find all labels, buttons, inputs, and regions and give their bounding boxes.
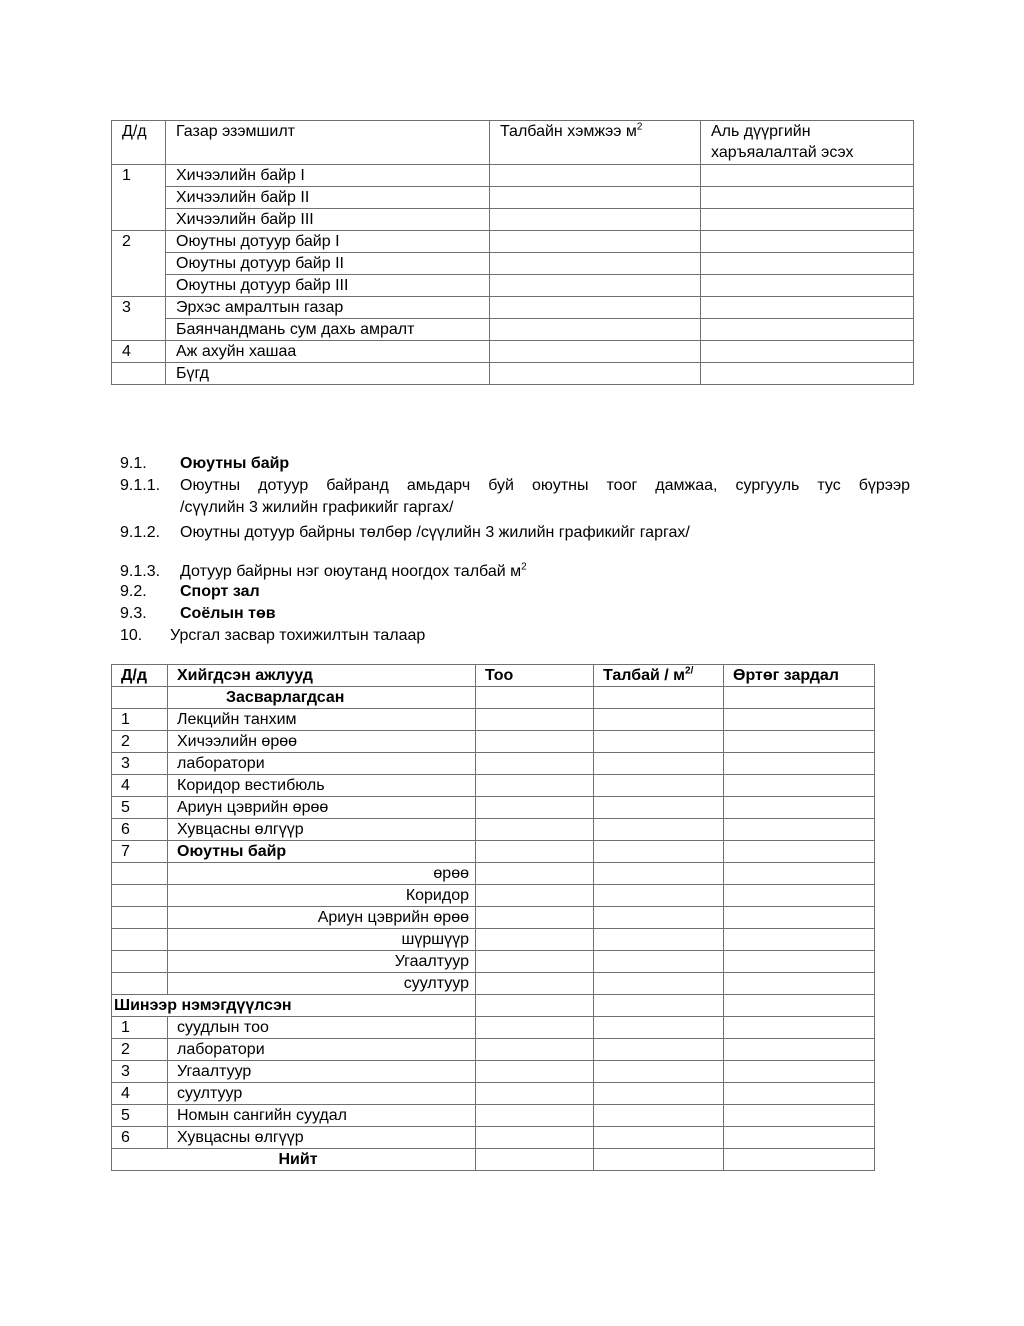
cell-num: 6: [112, 1127, 168, 1149]
cell-count: [476, 1017, 594, 1039]
cell-name: Оюутны дотуур байр I: [166, 231, 490, 253]
header-cell: Хийгдсэн ажлууд: [168, 665, 476, 687]
cell-num: 1: [112, 165, 166, 187]
cell-work: Ариун цэврийн өрөө: [168, 797, 476, 819]
cell-num: [112, 907, 168, 929]
table-row: [112, 1039, 875, 1061]
sub-row: [112, 973, 875, 995]
cell-area: [594, 907, 724, 929]
section-number: 9.2.: [120, 583, 147, 600]
cell-name: Баянчандмань сум дахь амралт: [166, 319, 490, 341]
cell-count: [476, 819, 594, 841]
cell-area: [594, 1127, 724, 1149]
cell-cost: [724, 1083, 875, 1105]
cell-num: [112, 363, 166, 385]
section-number: 10.: [120, 627, 143, 644]
table-row: [112, 187, 914, 209]
table-row: [112, 209, 914, 231]
cell-district: [701, 341, 914, 363]
table-row: [112, 1127, 875, 1149]
cell-area: [594, 1061, 724, 1083]
cell-num: [112, 253, 166, 275]
cell-cost: [724, 687, 875, 709]
cell-work: суултуур: [168, 1083, 476, 1105]
cell-num: [112, 187, 166, 209]
cell-area: [594, 995, 724, 1017]
cell-work: Угаалтуур: [168, 1061, 476, 1083]
table-row: [112, 253, 914, 275]
table-row: [112, 165, 914, 187]
header-cell: [594, 665, 724, 687]
group-title: Засварлагдсан: [168, 687, 476, 709]
cell-cost: [724, 775, 875, 797]
cell-cost: [724, 1127, 875, 1149]
superscript: 2: [636, 121, 643, 133]
cell-num: [112, 319, 166, 341]
cell-sub-work: Угаалтуур: [168, 951, 476, 973]
cell-cost: [724, 819, 875, 841]
table-row: [112, 319, 914, 341]
cell-sub-work: өрөө: [168, 863, 476, 885]
cell-work: Хувцасны өлгүүр: [168, 1127, 476, 1149]
cell-name: Хичээлийн байр III: [166, 209, 490, 231]
cell-work: Хичээлийн өрөө: [168, 731, 476, 753]
cell-area: [490, 253, 701, 275]
cell-sub-work: Ариун цэврийн өрөө: [168, 907, 476, 929]
table-row: [112, 775, 875, 797]
cell-area: [594, 951, 724, 973]
cell-num: 5: [112, 797, 168, 819]
cell-area: [594, 885, 724, 907]
cell-count: [476, 687, 594, 709]
cell-work: суудлын тоо: [168, 1017, 476, 1039]
cell-name: Оюутны дотуур байр III: [166, 275, 490, 297]
section-number: 9.1.3.: [120, 563, 161, 580]
total-row: [112, 1149, 875, 1171]
cell-work: Хувцасны өлгүүр: [168, 819, 476, 841]
cell-count: [476, 709, 594, 731]
sub-row: [112, 863, 875, 885]
cell-area: [594, 709, 724, 731]
cell-num: 3: [112, 753, 168, 775]
cell-count: [476, 731, 594, 753]
cell-num: [112, 687, 168, 709]
cell-district: [701, 253, 914, 275]
total-label: Нийт: [112, 1149, 476, 1171]
cell-count: [476, 797, 594, 819]
cell-cost: [724, 995, 875, 1017]
table-row: [112, 341, 914, 363]
cell-num: 4: [112, 775, 168, 797]
header-text: Талбайн хэмжээ м: [500, 123, 637, 140]
table-row: [112, 231, 914, 253]
table-row: [112, 819, 875, 841]
cell-area: [594, 819, 724, 841]
section-9-3: [120, 603, 910, 625]
section-number: 9.1.1.: [120, 477, 161, 494]
sub-row: [112, 907, 875, 929]
cell-area: [594, 1105, 724, 1127]
cell-num: 7: [112, 841, 168, 863]
cell-area: [490, 341, 701, 363]
cell-area: [594, 1039, 724, 1061]
cell-num: 2: [112, 1039, 168, 1061]
cell-cost: [724, 929, 875, 951]
cell-cost: [724, 841, 875, 863]
cell-area: [594, 731, 724, 753]
cell-count: [476, 1149, 594, 1171]
section-9-1-1: [120, 475, 910, 519]
cell-cost: [724, 973, 875, 995]
table-row: [112, 753, 875, 775]
sub-row: [112, 885, 875, 907]
cell-work: Оюутны байр: [168, 841, 476, 863]
cell-work: лаборатори: [168, 1039, 476, 1061]
cell-area: [594, 797, 724, 819]
cell-num: 1: [112, 1017, 168, 1039]
header-text: Талбай / м: [603, 667, 686, 684]
section-title: Оюутны байр: [180, 455, 290, 472]
header-cell: Д/д: [112, 121, 166, 165]
cell-district: [701, 165, 914, 187]
cell-work: Коридор вестибюль: [168, 775, 476, 797]
cell-area: [594, 753, 724, 775]
cell-num: 3: [112, 1061, 168, 1083]
group-row: [112, 687, 875, 709]
superscript: 2/: [685, 665, 694, 677]
header-cell: Газар эзэмшилт: [166, 121, 490, 165]
cell-sub-work: Коридор: [168, 885, 476, 907]
cell-area: [490, 363, 701, 385]
cell-district: [701, 319, 914, 341]
cell-work: Лекцийн танхим: [168, 709, 476, 731]
table-row: [112, 297, 914, 319]
cell-count: [476, 1083, 594, 1105]
header-cell: Өртөг зардал: [724, 665, 875, 687]
section-text: Дотуур байрны нэг оюутанд ноогдох талбай м: [180, 563, 522, 580]
table-header-row: [112, 665, 875, 687]
cell-district: [701, 363, 914, 385]
cell-count: [476, 753, 594, 775]
cell-work: лаборатори: [168, 753, 476, 775]
section-title: Урсгал засвар тохижилтын талаар: [170, 627, 426, 644]
table-row: [112, 1017, 875, 1039]
cell-sub-work: суултуур: [168, 973, 476, 995]
table-header-row: [112, 121, 914, 165]
section-9-1-2: [120, 522, 910, 544]
table-row: [112, 275, 914, 297]
cell-sub-work: шүршүүр: [168, 929, 476, 951]
header-cell: Тоо: [476, 665, 594, 687]
section-title: Соёлын төв: [180, 605, 276, 622]
cell-count: [476, 929, 594, 951]
section-text: /сүүлийн 3 жилийн графикийг гаргах/: [180, 499, 454, 516]
header-text: Аль дүүргийн: [711, 123, 811, 140]
table-row: [112, 1061, 875, 1083]
cell-cost: [724, 863, 875, 885]
cell-num: 3: [112, 297, 166, 319]
cell-count: [476, 995, 594, 1017]
cell-name: Эрхэс амралтын газар: [166, 297, 490, 319]
superscript: 2: [521, 561, 527, 573]
cell-num: [112, 209, 166, 231]
cell-num: 6: [112, 819, 168, 841]
cell-count: [476, 1061, 594, 1083]
cell-cost: [724, 885, 875, 907]
header-cell: [490, 121, 701, 165]
cell-area: [490, 231, 701, 253]
section-10: [120, 625, 910, 647]
section-text: Оюутны дотуур байрны төлбөр /сүүлийн 3 жилийн графикийг гаргах/: [180, 524, 690, 541]
cell-count: [476, 841, 594, 863]
land-ownership-table: [111, 120, 914, 385]
cell-work: Номын сангийн суудал: [168, 1105, 476, 1127]
cell-area: [594, 841, 724, 863]
cell-num: [112, 885, 168, 907]
section-9-1-3: [120, 561, 910, 583]
table-row: [112, 709, 875, 731]
cell-name: Аж ахуйн хашаа: [166, 341, 490, 363]
cell-num: 2: [112, 231, 166, 253]
section-text: Оюутны дотуур байранд амьдарч буй оюутны тоог дамжаа, сургууль тус бүрээр: [180, 477, 910, 494]
cell-cost: [724, 1061, 875, 1083]
section-line: [120, 475, 910, 497]
cell-count: [476, 1127, 594, 1149]
cell-num: 4: [112, 1083, 168, 1105]
cell-num: [112, 951, 168, 973]
cell-count: [476, 863, 594, 885]
cell-name: Хичээлийн байр I: [166, 165, 490, 187]
cell-num: 4: [112, 341, 166, 363]
cell-district: [701, 231, 914, 253]
cell-district: [701, 187, 914, 209]
cell-cost: [724, 1039, 875, 1061]
cell-area: [490, 297, 701, 319]
header-cell: Д/д: [112, 665, 168, 687]
cell-area: [490, 319, 701, 341]
cell-cost: [724, 1105, 875, 1127]
cell-cost: [724, 907, 875, 929]
cell-num: 2: [112, 731, 168, 753]
table-row: [112, 731, 875, 753]
section-number: 9.1.2.: [120, 524, 161, 541]
cell-num: 5: [112, 1105, 168, 1127]
sub-row: [112, 929, 875, 951]
header-cell: [701, 121, 914, 165]
cell-district: [701, 297, 914, 319]
cell-area: [594, 775, 724, 797]
cell-name: Бүгд: [166, 363, 490, 385]
cell-district: [701, 275, 914, 297]
header-text: харъяалалтай эсэх: [711, 144, 854, 161]
cell-cost: [724, 1017, 875, 1039]
cell-count: [476, 951, 594, 973]
cell-cost: [724, 753, 875, 775]
cell-cost: [724, 731, 875, 753]
cell-num: 1: [112, 709, 168, 731]
cell-cost: [724, 951, 875, 973]
cell-area: [490, 187, 701, 209]
cell-area: [594, 929, 724, 951]
table-row: [112, 841, 875, 863]
cell-count: [476, 1105, 594, 1127]
cell-cost: [724, 709, 875, 731]
group-row: [112, 995, 875, 1017]
cell-area: [490, 275, 701, 297]
cell-area: [594, 687, 724, 709]
cell-area: [594, 863, 724, 885]
cell-cost: [724, 797, 875, 819]
cell-count: [476, 973, 594, 995]
table-row: [112, 797, 875, 819]
section-number: 9.1.: [120, 455, 147, 472]
cell-cost: [724, 1149, 875, 1171]
table-row: [112, 363, 914, 385]
table-row: [112, 1105, 875, 1127]
maintenance-table: [111, 664, 875, 1171]
group-title: Шинээр нэмэгдүүлсэн: [112, 995, 476, 1017]
cell-area: [594, 1017, 724, 1039]
cell-num: [112, 275, 166, 297]
table-row: [112, 1083, 875, 1105]
sub-row: [112, 951, 875, 973]
cell-district: [701, 209, 914, 231]
cell-area: [594, 1083, 724, 1105]
section-9-1: [120, 453, 910, 475]
cell-count: [476, 775, 594, 797]
cell-area: [594, 1149, 724, 1171]
cell-count: [476, 907, 594, 929]
section-9-2: [120, 581, 910, 603]
section-title: Спорт зал: [180, 583, 260, 600]
cell-area: [490, 209, 701, 231]
cell-num: [112, 863, 168, 885]
cell-num: [112, 929, 168, 951]
cell-area: [594, 973, 724, 995]
cell-area: [490, 165, 701, 187]
section-number: 9.3.: [120, 605, 147, 622]
cell-name: Хичээлийн байр II: [166, 187, 490, 209]
cell-count: [476, 885, 594, 907]
cell-count: [476, 1039, 594, 1061]
cell-name: Оюутны дотуур байр II: [166, 253, 490, 275]
cell-num: [112, 973, 168, 995]
